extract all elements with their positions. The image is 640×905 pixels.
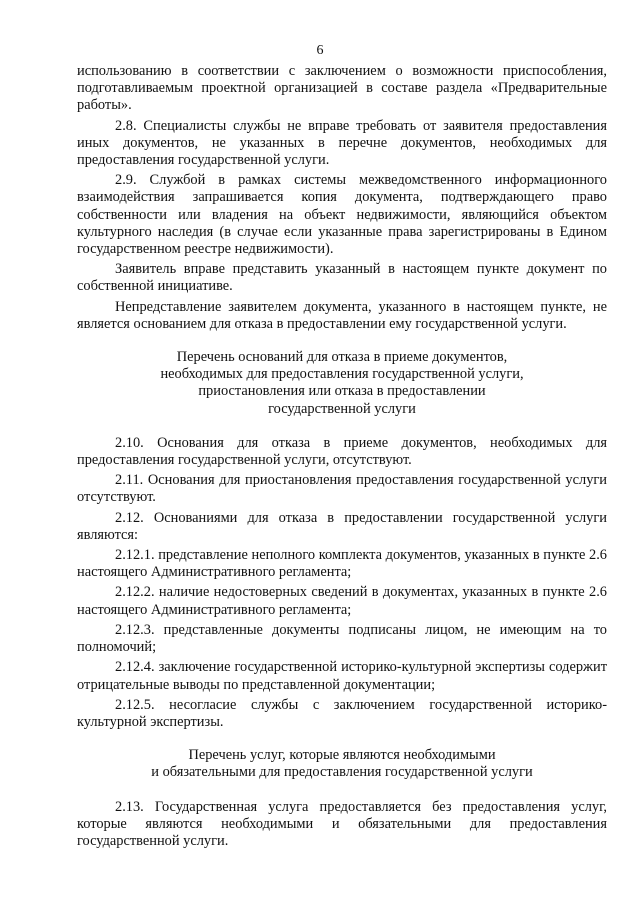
section-heading-required-services (77, 747, 607, 781)
paragraph-continuation: использованию в соответствии с заключением о возможности приспособления, подготавливаемым проектной организацией в составе раздела «Предварительные работы». (77, 63, 607, 114)
paragraph-2-12-1: 2.12.1. представление неполного комплекта документов, указанных в пункте 2.6 настоящего Административного регламента; (77, 547, 607, 581)
section-heading-refusal-grounds (77, 349, 607, 418)
paragraph-2-9: 2.9. Службой в рамках системы межведомственного информационного взаимодействия запрашивается копия документа, подтверждающего право собственности или владения на объект недвижимости, являющийся объектом культурного наследия (в случае если указанные права зарегистрированы в Едином государственном реестре недвижимости). (77, 172, 607, 258)
paragraph-non-submission: Непредставление заявителем документа, указанного в настоящем пункте, не является основанием для отказа в предоставлении ему государственной услуги. (77, 298, 607, 332)
paragraph-2-10: 2.10. Основания для отказа в приеме документов, необходимых для предоставления государственной услуги, отсутствуют. (77, 434, 607, 469)
heading-line: Перечень услуг, которые являются необходимыми (188, 747, 496, 764)
paragraph-2-12: 2.12. Основаниями для отказа в предоставлении государственной услуги являются: (77, 509, 607, 543)
paragraph-2-13: 2.13. Государственная услуга предоставляется без предоставления услуг, которые являются необходимыми и обязательными для предоставления государственной услуги. (77, 798, 607, 849)
paragraph-2-8: 2.8. Специалисты службы не вправе требовать от заявителя предоставления иных документов, не указанных в перечне документов, необходимых для предоставления государственной услуги. (77, 117, 607, 169)
page-number: 6 (316, 43, 324, 58)
heading-line: необходимых для предоставления государственной услуги, (160, 366, 524, 383)
paragraph-2-12-3: 2.12.3. представленные документы подписаны лицом, не имеющим на то полномочий; (77, 621, 607, 656)
page-content (77, 63, 607, 853)
paragraph-2-12-2: 2.12.2. наличие недостоверных сведений в документах, указанных в пункте 2.6 настоящего Административного регламента; (77, 584, 607, 618)
paragraph-2-12-5: 2.12.5. несогласие службы с заключением государственной историко-культурной экспертизы. (77, 696, 607, 730)
paragraph-2-12-4: 2.12.4. заключение государственной историко-культурной экспертизы содержит отрицательные выводы по представленной документации; (77, 659, 607, 693)
paragraph-2-11: 2.11. Основания для приостановления предоставления государственной услуги отсутствуют. (77, 472, 607, 506)
paragraph-applicant-right: Заявитель вправе представить указанный в настоящем пункте документ по собственной инициативе. (77, 261, 607, 295)
heading-line: Перечень оснований для отказа в приеме документов, (176, 349, 508, 366)
heading-line: государственной услуги (268, 400, 416, 417)
heading-line: и обязательными для предоставления государственной услуги (151, 764, 533, 781)
heading-line: приостановления или отказа в предоставлении (198, 383, 486, 400)
